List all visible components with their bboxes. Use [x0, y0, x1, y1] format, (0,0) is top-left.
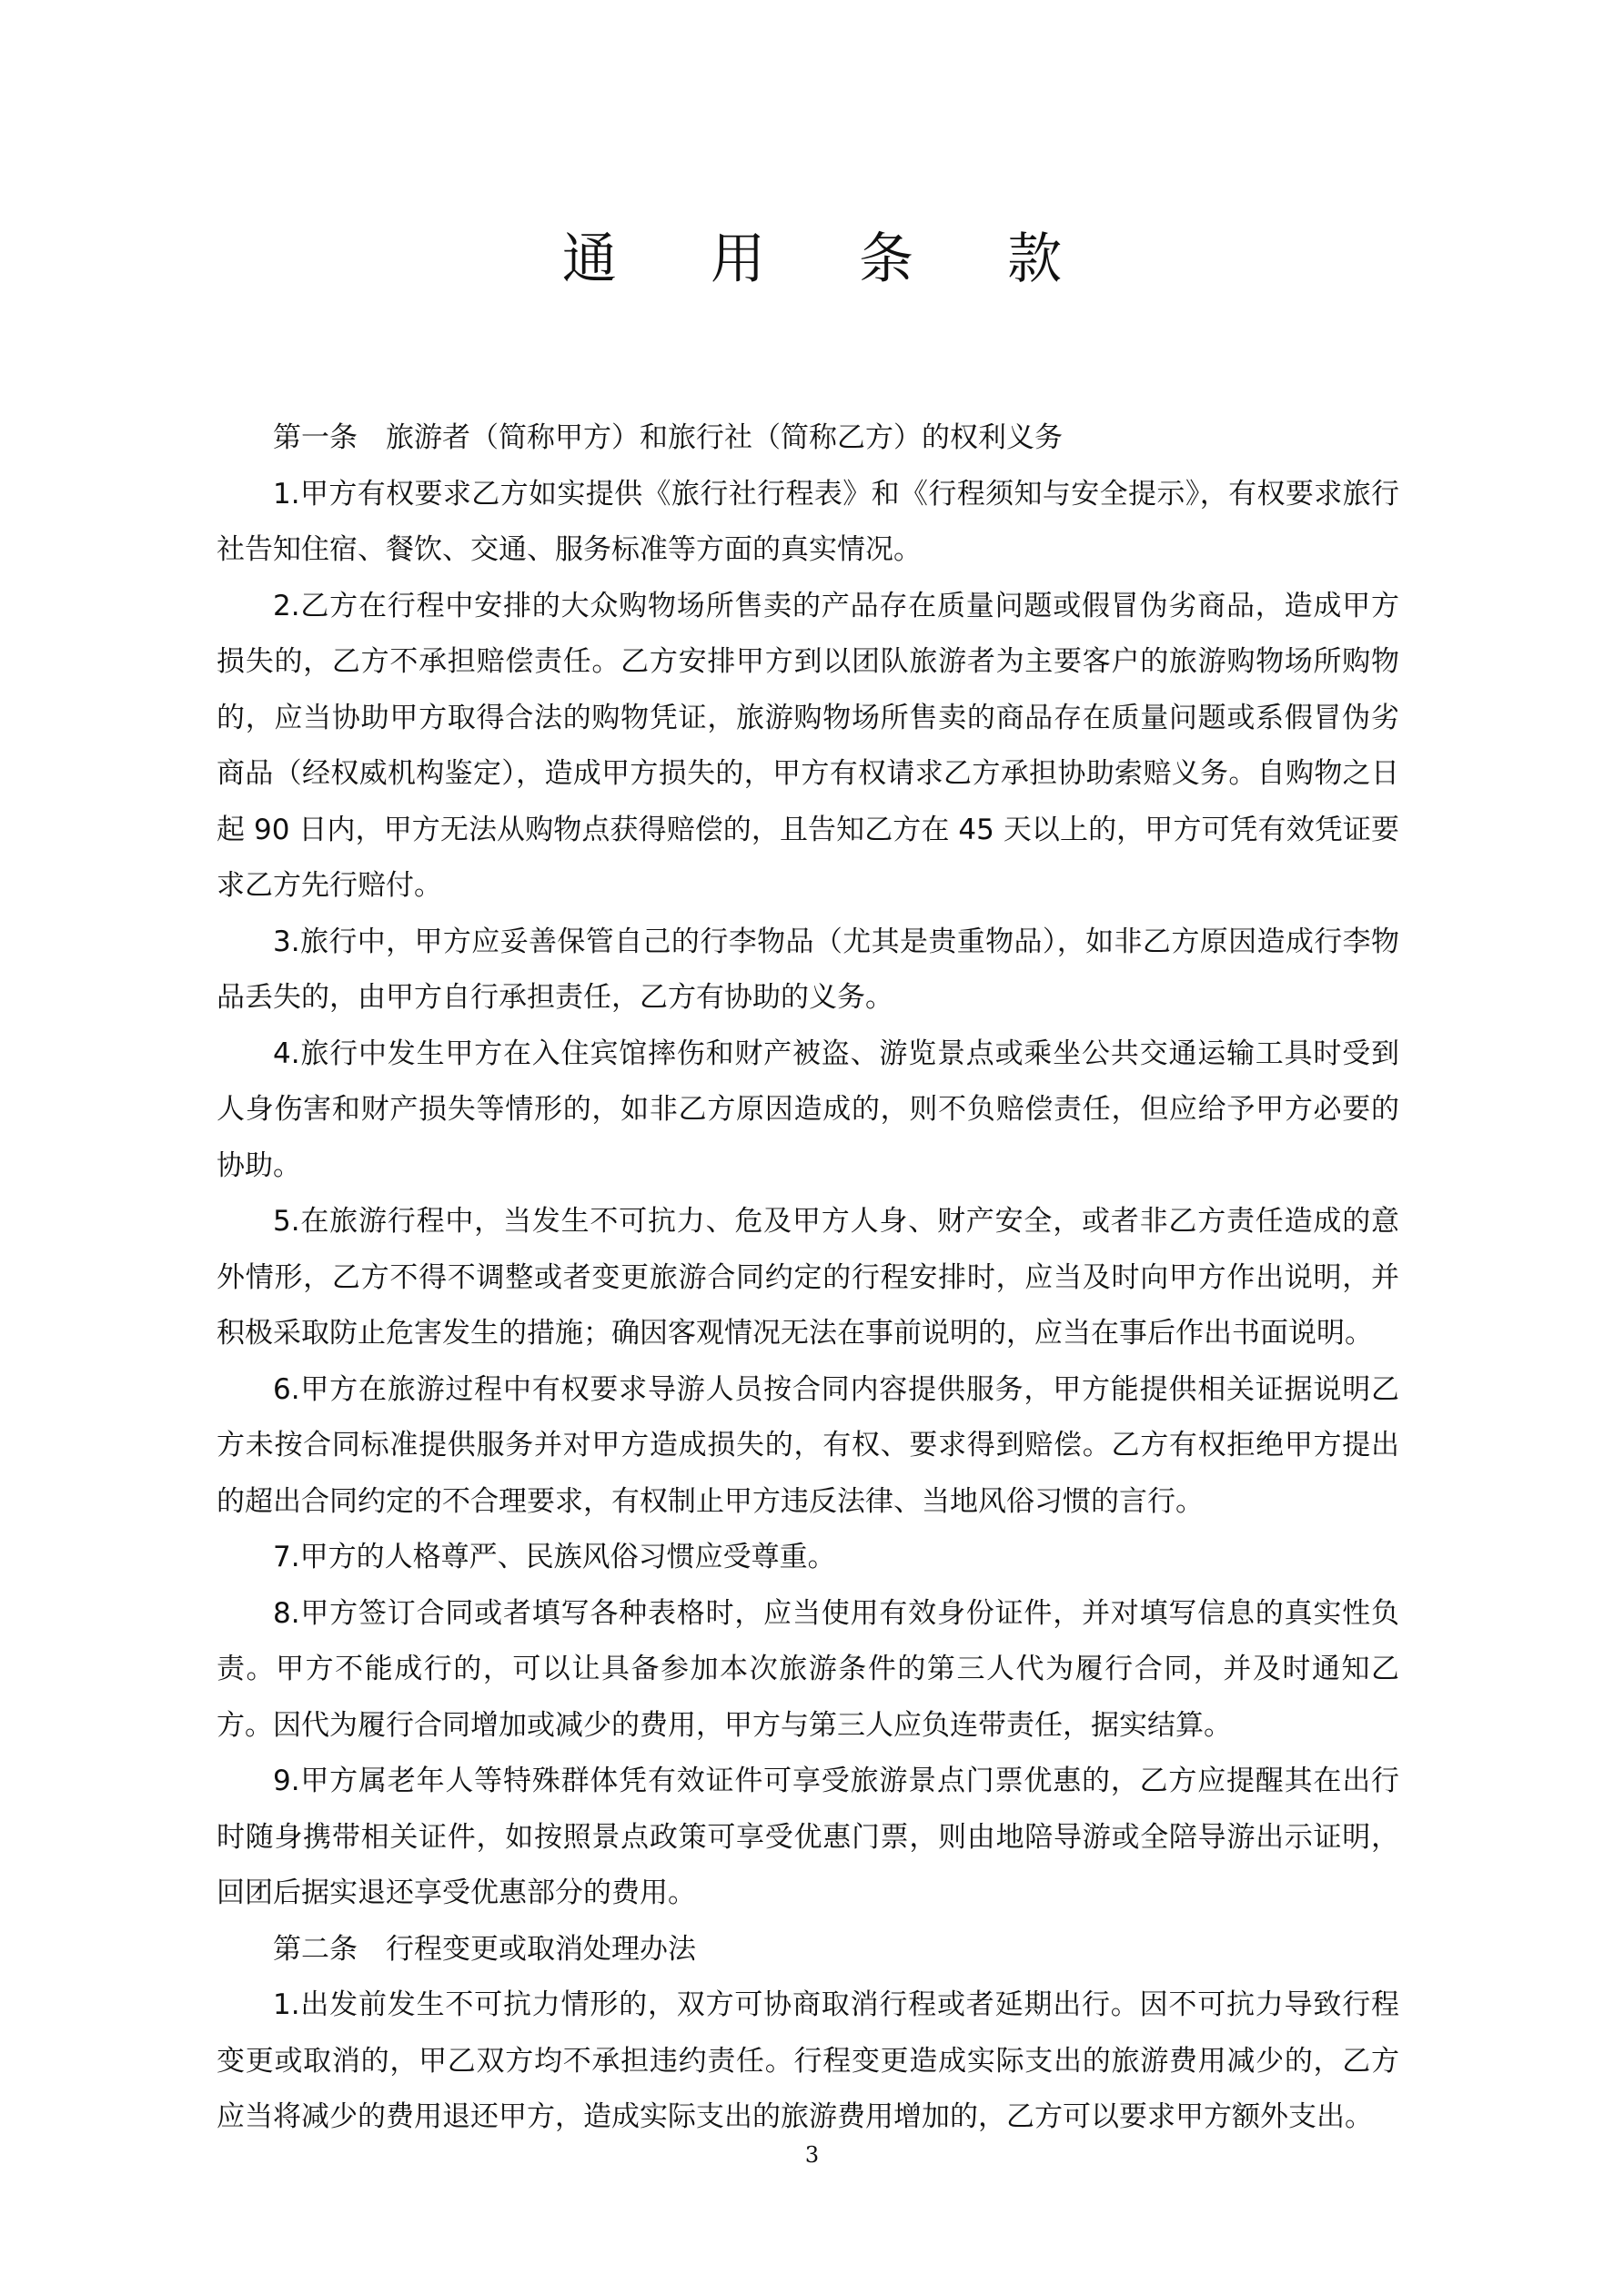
section-heading-article-2: 第二条 行程变更或取消处理办法 [273, 1932, 696, 1966]
terms-body [217, 410, 1399, 2146]
clause-paragraph: 8.甲方签订合同或者填写各种表格时，应当使用有效身份证件，并对填写信息的真实性负责。甲方不能成行的，可以让具备参加本次旅游条件的第三人代为履行合同，并及时通知乙方。因代为履行合同增加或减少的费用，甲方与第三人应负连带责任，据实结算。 [217, 1596, 1399, 1742]
clause-paragraph: 7.甲方的人格尊严、民族风俗习惯应受尊重。 [273, 1541, 836, 1573]
section-heading-article-1: 第一条 旅游者（简称甲方）和旅行社（简称乙方）的权利义务 [273, 421, 1063, 454]
clause-paragraph: 1.出发前发生不可抗力情形的，双方可协商取消行程或者延期出行。因不可抗力导致行程变更或取消的，甲乙双方均不承担违约责任。行程变更造成实际支出的旅游费用减少的，乙方应当将减少的费用退还甲方，造成实际支出的旅游费用增加的，乙方可以要求甲方额外支出。 [217, 1988, 1399, 2133]
clause-paragraph: 1.甲方有权要求乙方如实提供《旅行社行程表》和《行程须知与安全提示》，有权要求旅行社告知住宿、餐饮、交通、服务标准等方面的真实情况。 [217, 477, 1399, 566]
page-title: 通 用 条 款 [561, 228, 1101, 291]
clause-paragraph: 6.甲方在旅游过程中有权要求导游人员按合同内容提供服务，甲方能提供相关证据说明乙方未按合同标准提供服务并对甲方造成损失的，有权、要求得到赔偿。乙方有权拒绝甲方提出的超出合同约定的不合理要求，有权制止甲方违反法律、当地风俗习惯的言行。 [217, 1372, 1399, 1518]
page-number: 3 [804, 2142, 820, 2168]
clause-paragraph: 4.旅行中发生甲方在入住宾馆摔伤和财产被盗、游览景点或乘坐公共交通运输工具时受到人身伤害和财产损失等情形的，如非乙方原因造成的，则不负赔偿责任，但应给予甲方必要的协助。 [217, 1037, 1399, 1182]
clause-paragraph: 3.旅行中，甲方应妥善保管自己的行李物品（尤其是贵重物品），如非乙方原因造成行李物品丢失的，由甲方自行承担责任，乙方有协助的义务。 [217, 925, 1399, 1014]
clause-paragraph: 2.乙方在行程中安排的大众购物场所售卖的产品存在质量问题或假冒伪劣商品，造成甲方损失的，乙方不承担赔偿责任。乙方安排甲方到以团队旅游者为主要客户的旅游购物场所购物的，应当协助甲方取得合法的购物凭证，旅游购物场所售卖的商品存在质量问题或系假冒伪劣商品（经权威机构鉴定），造成甲方损失的，甲方有权请求乙方承担协助索赔义务。自购物之日起 90 日内，甲方无法从购物点获得赔偿的，且告知乙方在 45 天以上的，甲方可凭有效凭证要求乙方先行赔付。 [217, 589, 1399, 902]
clause-paragraph: 5.在旅游行程中，当发生不可抗力、危及甲方人身、财产安全，或者非乙方责任造成的意外情形，乙方不得不调整或者变更旅游合同约定的行程安排时，应当及时向甲方作出说明，并积极采取防止危害发生的措施；确因客观情况无法在事前说明的，应当在事后作出书面说明。 [217, 1205, 1399, 1350]
clause-paragraph: 9.甲方属老年人等特殊群体凭有效证件可享受旅游景点门票优惠的，乙方应提醒其在出行时随身携带相关证件，如按照景点政策可享受优惠门票，则由地陪导游或全陪导游出示证明，回团后据实退还享受优惠部分的费用。 [217, 1765, 1399, 1909]
